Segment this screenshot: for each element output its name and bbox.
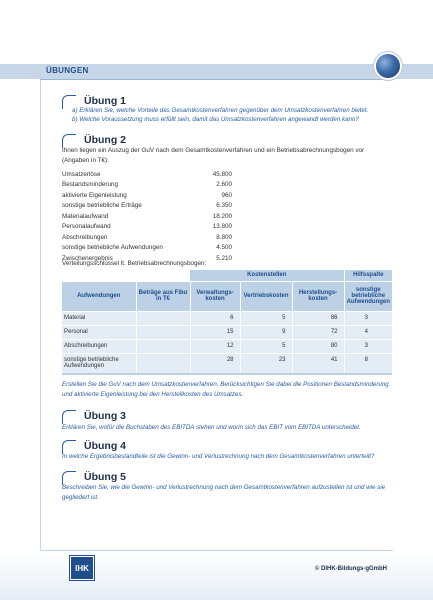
- exercise1-item-a: a) Erklären Sie, welche Vorteile das Gesamtkostenverfahren gegenüber dem Umsatzkostenverfahren bietet.: [72, 107, 369, 114]
- col-header: Beträge aus Fibu in T€: [136, 281, 190, 311]
- guv-label: sonstige betriebliche Erträge: [62, 202, 142, 210]
- row-herstellung: 41: [292, 353, 344, 373]
- section-header-band: [0, 64, 433, 79]
- guv-label: Personalaufwand: [62, 223, 111, 231]
- row-verwaltung: 15: [190, 325, 240, 339]
- table-bottom-border: [62, 373, 392, 375]
- group-hilfsspalte: Hilfsspalte: [344, 270, 392, 281]
- table-row: [62, 353, 392, 373]
- guv-value: 8.800: [216, 233, 232, 241]
- table-row: [62, 339, 392, 353]
- col-header: Vertriebskosten: [240, 281, 292, 311]
- row-label: Personal: [62, 325, 136, 339]
- row-label: sonstige betriebliche Aufwendungen: [62, 353, 136, 373]
- guv-label: Abschreibungen: [62, 233, 108, 241]
- guv-value: 6.350: [216, 202, 232, 210]
- guv-value: 4.500: [216, 244, 232, 252]
- table-header-row: [62, 281, 392, 311]
- guv-value: 5.210: [216, 254, 232, 262]
- row-sonstige: 3: [344, 339, 392, 353]
- guv-label: Materialaufwand: [62, 212, 109, 220]
- row-vertrieb: 23: [240, 353, 292, 373]
- guv-value: 960: [221, 191, 232, 199]
- guv-row: [62, 232, 232, 243]
- guv-label: Zwischenergebnis: [62, 254, 113, 262]
- row-verwaltung: 28: [190, 353, 240, 373]
- guv-list: [62, 169, 232, 264]
- exercise1-title: Übung 1: [84, 95, 126, 107]
- row-vertrieb: 5: [240, 311, 292, 325]
- row-betrag: [136, 311, 190, 325]
- exercise-bracket-icon: [62, 410, 76, 424]
- guv-row: [62, 211, 232, 222]
- guv-label: Bestandsminderung: [62, 181, 119, 189]
- guv-row: [62, 180, 232, 191]
- exercise1-items: [72, 106, 392, 125]
- table-row: [62, 311, 392, 325]
- exercise1-item-b: b) Welche Voraussetzung muss erfüllt sein, damit das Umsatzkostenverfahren angewandt werden kann?: [72, 116, 359, 124]
- row-sonstige: 8: [344, 353, 392, 373]
- guv-label: sonstige betriebliche Aufwendungen: [62, 244, 163, 252]
- exercise4-task: In welche Ergebnisbestandteile ist die Gewinn- und Verlustrechnung nach dem Gesamtkostenverfahren unterteilt?: [62, 453, 375, 460]
- guv-row: [62, 169, 232, 180]
- exercise4-title: Übung 4: [84, 440, 126, 452]
- row-betrag: [136, 325, 190, 339]
- row-vertrieb: 9: [240, 325, 292, 339]
- col-header: sonstige betriebliche Aufwendungen: [344, 281, 392, 311]
- left-margin-rail: [40, 80, 41, 550]
- copyright-text: © DIHK-Bildungs-gGmbH: [314, 566, 387, 572]
- guv-row: [62, 222, 232, 233]
- section-title: ÜBUNGEN: [46, 66, 89, 75]
- table-group-row: [62, 270, 392, 281]
- guv-value: 45.800: [212, 170, 232, 178]
- guv-value: 2.600: [216, 181, 232, 189]
- row-herstellung: 72: [292, 325, 344, 339]
- footer-band: [0, 551, 433, 600]
- row-sonstige: 4: [344, 325, 392, 339]
- row-verwaltung: 6: [190, 311, 240, 325]
- exercise2-task: Erstellen Sie die GuV nach dem Umsatzkostenverfahren. Berücksichtigen Sie dabei die Positionen Bestandsminderung und aktivierte Eigenleistung bei den Herstellkosten des Umsatzes.: [62, 381, 389, 398]
- guv-value: 18.200: [212, 212, 232, 220]
- col-header: Aufwendungen: [62, 281, 136, 311]
- row-vertrieb: 5: [240, 339, 292, 353]
- row-herstellung: 86: [292, 311, 344, 325]
- distribution-key-label: Verteilungsschlüssel lt. Betriebsabrechnungsbogen:: [62, 260, 207, 267]
- exercise2-intro: Ihnen liegen ein Auszug der GuV nach dem Gesamtkostenverfahren und ein Betriebsabrechnungsbogen vor (Angaben in T€):: [62, 147, 365, 164]
- table-row: [62, 325, 392, 339]
- row-herstellung: 80: [292, 339, 344, 353]
- row-label: Abschreibungen: [62, 339, 136, 353]
- col-header: Herstellungs-kosten: [292, 281, 344, 311]
- col-header: Verwaltungs-kosten: [190, 281, 240, 311]
- guv-row: [62, 190, 232, 201]
- exercise3-title: Übung 3: [84, 410, 126, 422]
- cost-allocation-table: [62, 270, 392, 373]
- row-sonstige: 3: [344, 311, 392, 325]
- header-divider: [40, 79, 393, 80]
- row-betrag: [136, 353, 190, 373]
- globe-icon: [376, 54, 400, 78]
- guv-label: Umsatzerlöse: [62, 170, 101, 178]
- group-kostenstellen: Kostenstellen: [190, 270, 344, 281]
- exercise2-title: Übung 2: [84, 134, 126, 146]
- row-label: Material: [62, 311, 136, 325]
- exercise5-task: Beschreiben Sie, wie die Gewinn- und Verlustrechnung nach dem Gesamtkostenverfahren aufzustellen ist und wie sie gegliedert ist.: [62, 484, 386, 501]
- row-betrag: [136, 339, 190, 353]
- exercise5-title: Übung 5: [84, 471, 126, 483]
- guv-label: aktivierte Eigenleistung: [62, 191, 127, 199]
- ihk-logo: IHK: [70, 556, 94, 580]
- guv-row: [62, 243, 232, 254]
- guv-value: 13.800: [212, 223, 232, 231]
- guv-row: [62, 201, 232, 212]
- row-verwaltung: 12: [190, 339, 240, 353]
- exercise3-task: Erklären Sie, wofür die Buchstaben des EBITDA stehen und worin sich das EBIT vom EBITDA unterscheidet.: [62, 424, 361, 431]
